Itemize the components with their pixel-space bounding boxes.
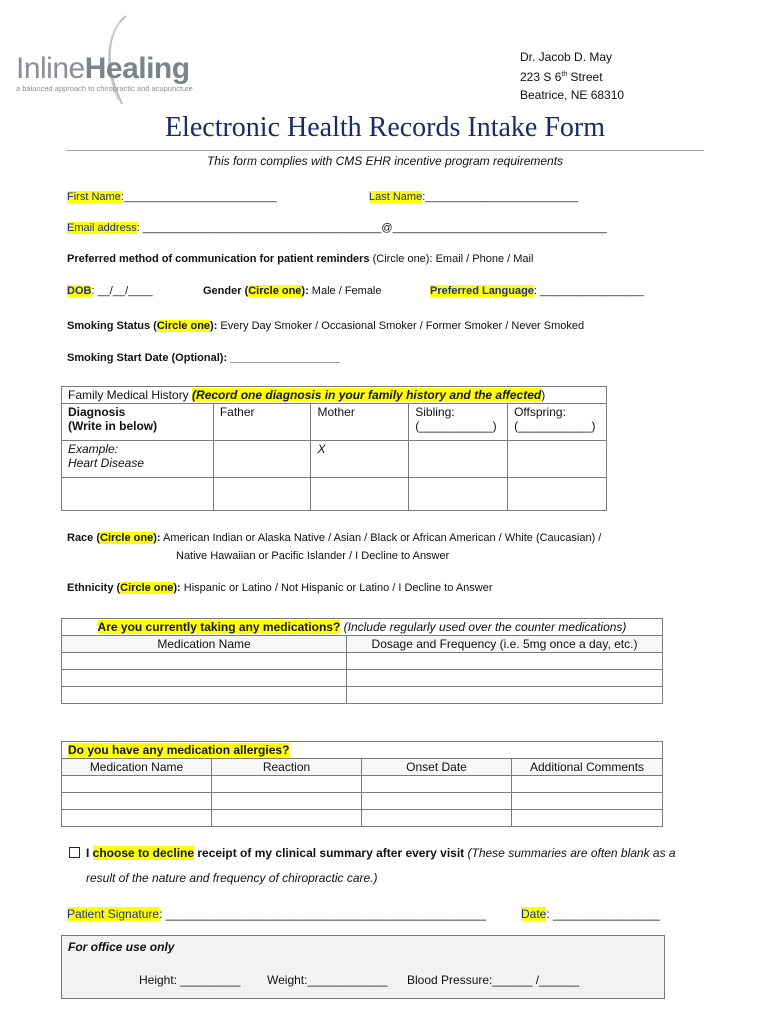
table-row [62, 810, 663, 827]
preferred-language-field[interactable]: Preferred Language: _________________ [430, 285, 645, 297]
clinical-summary-optout[interactable]: I choose to decline receipt of my clinical summary after every visit (These summaries are often blank as a [69, 846, 676, 860]
signature-label: Patient Signature [67, 907, 160, 921]
blood-pressure-field[interactable]: Blood Pressure:______ /______ [407, 973, 580, 987]
practice-address [520, 48, 624, 104]
race-options-continued: Native Hawaiian or Pacific Islander / I Decline to Answer [176, 550, 450, 562]
medications-question: Are you currently taking any medications? (Include regularly used over the counter medications) [62, 619, 663, 636]
office-use-box [61, 935, 665, 999]
logo [16, 14, 236, 114]
family-history-table [61, 386, 607, 511]
street-address: 223 S 6th Street [520, 70, 603, 84]
last-name-label: Last Name [369, 191, 423, 203]
last-name-field[interactable]: Last Name:_________________________ [369, 191, 579, 203]
city-state-zip: Beatrice, NE 68310 [520, 88, 625, 102]
smoking-start-date-field[interactable]: Smoking Start Date (Optional): __________________ [67, 352, 341, 364]
language-label: Preferred Language [430, 285, 534, 297]
page-title: Electronic Health Records Intake Form [164, 112, 606, 143]
allergies-table [61, 741, 663, 827]
table-row [62, 687, 663, 704]
date-label: Date [521, 907, 547, 921]
gender-field[interactable]: Gender (Circle one): Male / Female [203, 285, 382, 297]
dob-field[interactable]: DOB: __/__/____ [67, 285, 153, 297]
table-row [62, 619, 663, 636]
dob-label: DOB [67, 285, 92, 297]
weight-field[interactable]: Weight:____________ [267, 973, 388, 987]
patient-signature-field[interactable]: Patient Signature: ________________________________________________ [67, 907, 487, 921]
logo-tagline: a balanced approach to chiropractic and acupuncture [16, 84, 193, 93]
table-row [62, 776, 663, 793]
decline-checkbox[interactable] [69, 847, 80, 858]
doctor-name: Dr. Jacob D. May [520, 50, 613, 64]
page-subtitle: This form complies with CMS EHR incentive program requirements [206, 154, 564, 168]
first-name-field[interactable]: First Name:_________________________ [67, 191, 277, 203]
communication-label: Preferred method of communication for patient reminders [67, 253, 370, 265]
smoking-status-field[interactable]: Smoking Status (Circle one): Every Day Smoker / Occasional Smoker / Former Smoker / Never Smoked [67, 320, 585, 332]
table-row [62, 793, 663, 810]
table-row [62, 670, 663, 687]
table-row [62, 478, 607, 511]
height-field[interactable]: Height: _________ [139, 973, 241, 987]
clinical-summary-note: result of the nature and frequency of chiropractic care.) [86, 871, 378, 885]
medications-table [61, 618, 663, 704]
email-field[interactable]: Email address: _______________________________________@___________________________________ [67, 222, 607, 234]
communication-preference[interactable]: Preferred method of communication for patient reminders (Circle one): Email / Phone / Mail [67, 253, 534, 265]
title-divider [66, 150, 704, 151]
table-row: Diagnosis (Write in below) Father Mother Sibling: (___________) Offspring: (___________) [62, 404, 607, 441]
allergies-question: Do you have any medication allergies? [62, 742, 663, 759]
first-name-label: First Name [67, 191, 121, 203]
ethnicity-field[interactable]: Ethnicity (Circle one): Hispanic or Latino / Not Hispanic or Latino / I Decline to Answer [67, 582, 493, 594]
table-row: Medication Name Dosage and Frequency (i.e. 5mg once a day, etc.) [62, 636, 663, 653]
table-row: Example: Heart Disease X [62, 441, 607, 478]
logo-wordmark: InlineHealing [16, 52, 190, 85]
table-row: Medication Name Reaction Onset Date Additional Comments [62, 759, 663, 776]
office-use-heading: For office use only [68, 940, 175, 954]
race-field[interactable]: Race (Circle one): American Indian or Alaska Native / Asian / Black or African American / White (Caucasian) / [67, 532, 602, 544]
family-history-heading: Family Medical History (Record one diagnosis in your family history and the affected) [62, 387, 607, 404]
date-field[interactable]: Date: ________________ [521, 907, 660, 921]
table-row [62, 653, 663, 670]
table-row [62, 387, 607, 404]
email-label: Email address [67, 222, 137, 234]
table-row [62, 742, 663, 759]
